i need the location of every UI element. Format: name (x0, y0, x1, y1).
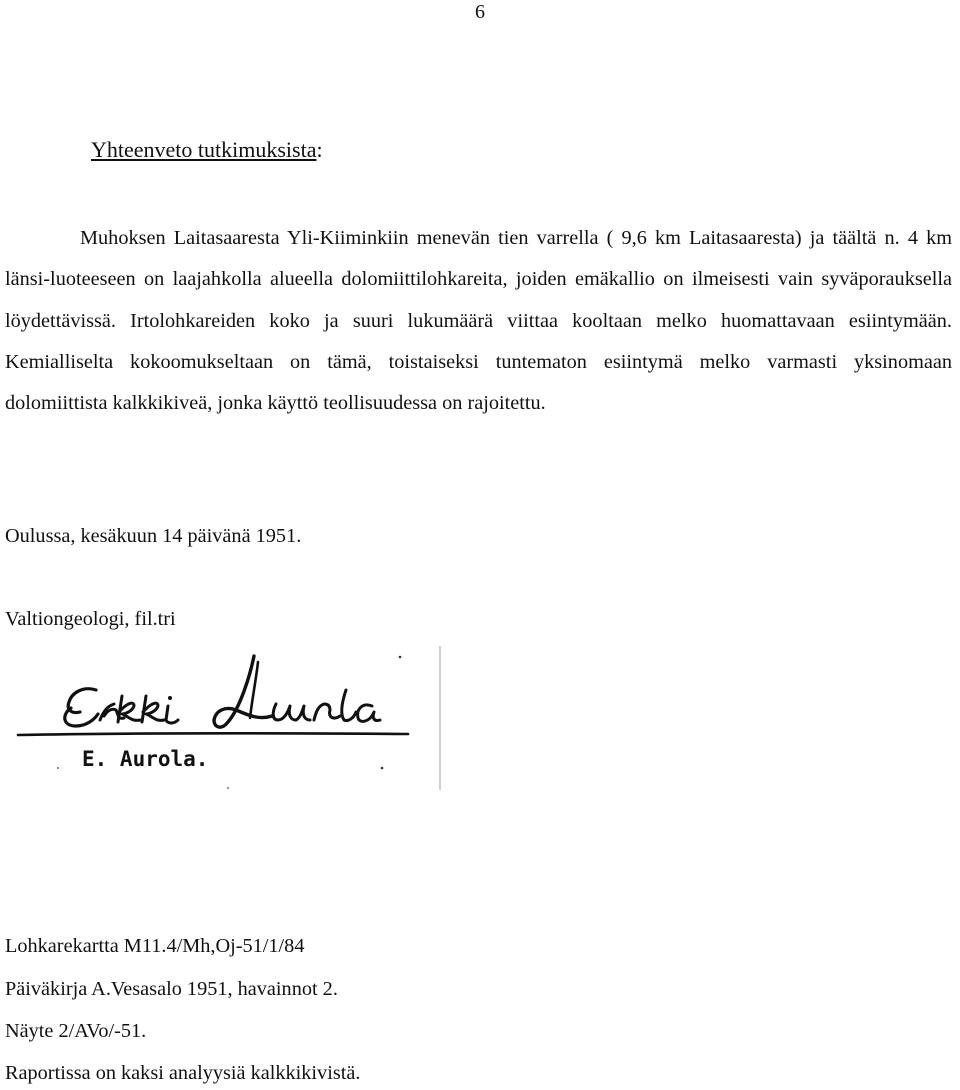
page-number: 6 (475, 1, 485, 23)
section-heading-text: Yhteenveto tutkimuksista (91, 137, 317, 162)
reference-line-4: Raportissa on kaksi analyysiä kalkkikivistä. (5, 1062, 361, 1084)
signature-stamp: E. Aurola. (82, 747, 209, 771)
signature-image (0, 640, 470, 800)
summary-paragraph: Muhoksen Laitasaaresta Yli-Kiiminkiin menevän tien varrella ( 9,6 km Laitasaaresta) ja täältä n. 4 km länsi-luoteeseen on laajahkolla alueella dolomiittilohkareita, joiden emäkallio on ilmeisesti vain syväporauksella löydettävissä. Irtolohkareiden koko ja suuri lukumäärä viittaa kooltaan melko huomattavaan esiintymään. Kemialliselta kokoomukseltaan on tämä, toistaiseksi tuntematon esiintymä melko varmasti yksinomaan dolomiittista kalkkikiveä, jonka käyttö teollisuudessa on rajoitettu. (5, 227, 952, 415)
section-heading-colon: : (316, 137, 323, 162)
date-line: Oulussa, kesäkuun 14 päivänä 1951. (5, 525, 302, 547)
reference-line-1: Lohkarekartta M11.4/Mh,Oj-51/1/84 (5, 935, 305, 957)
signature-block (0, 640, 470, 800)
reference-line-2: Päiväkirja A.Vesasalo 1951, havainnot 2. (5, 978, 338, 1000)
section-heading (91, 135, 323, 165)
reference-line-3: Näyte 2/AVo/-51. (5, 1020, 147, 1042)
signer-title: Valtiongeologi, fil.tri (5, 608, 176, 630)
